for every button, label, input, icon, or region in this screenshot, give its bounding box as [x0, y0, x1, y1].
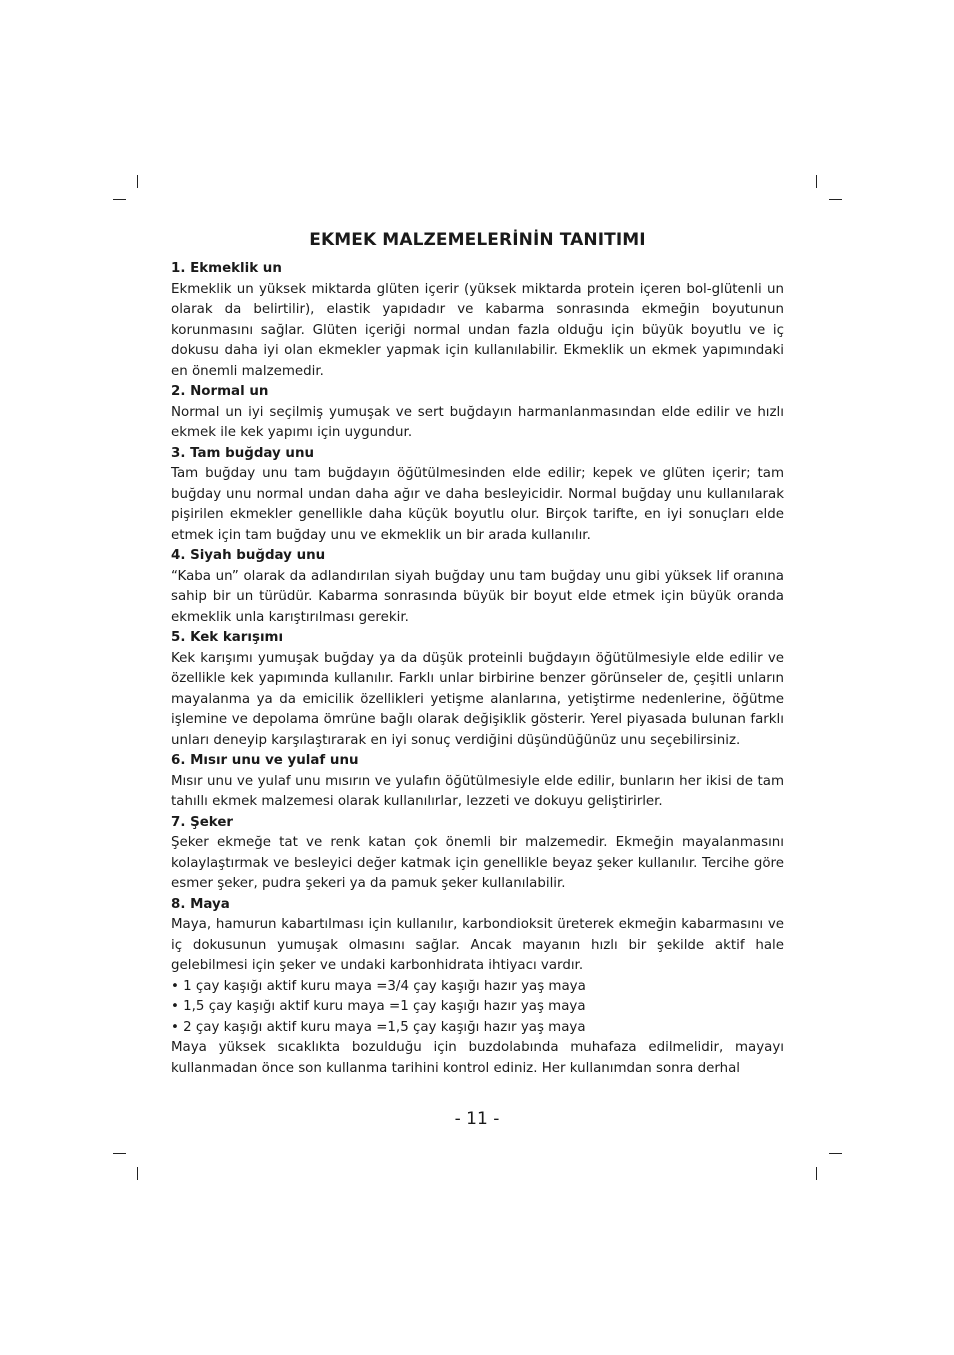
section-body: Maya, hamurun kabartılması için kullanılır, karbondioksit üreterek ekmeğin kabarmasını ve iç dokusunun yumuşak olmasını sağlar. Ancak mayanın hızlı bir şekilde aktif hale gelebilmesi için şeker ve undaki karbonhidrata ihtiyacı vardır. [171, 917, 784, 973]
section-heading: 5. Kek karışımı [171, 630, 284, 645]
page-title: EKMEK MALZEMELERİNİN TANITIMI [309, 230, 646, 250]
section-bread-flour [171, 259, 784, 382]
section-normal-flour [171, 382, 784, 444]
section-whole-wheat-flour [171, 444, 784, 547]
section-yeast [171, 895, 784, 1080]
section-heading: 7. Şeker [171, 814, 234, 830]
section-body: Mısır unu ve yulaf unu mısırın ve yulafın öğütülmesiyle elde edilir, bunların her ikisi de tam tahıllı ekmek malzemesi olarak kullanılırlar, lezzeti ve dokuyu geliştirirler. [171, 773, 784, 809]
section-heading: 1. Ekmeklik un [171, 261, 282, 276]
crop-mark-bottom-right-horizontal [829, 1153, 842, 1154]
list-item: • 1 çay kaşığı aktif kuru maya =3/4 çay kaşığı hazır yaş maya [171, 978, 586, 994]
section-black-wheat-flour [171, 546, 784, 628]
crop-mark-bottom-right-vertical [816, 1167, 817, 1180]
crop-mark-top-left-horizontal [113, 199, 126, 200]
crop-mark-top-right-vertical [816, 175, 817, 188]
section-cake-mix [171, 628, 784, 751]
section-body: Kek karışımı yumuşak buğday ya da düşük proteinli buğdayın öğütülmesiyle elde edilir ve özellikle kek yapımında kullanılır. Farklı unlar birbirine benzer görünseler de, çeşitli unların mayalanma ya da emicilik özellikleri yetişme alanlarına, yetiştirme nedenlerine, öğütme işlemine ve depolama ömrüne bağlı olarak değişiklik gösterir. Yerel piyasada bulunan farklı unları deneyip karşılaştırarak en iyi sonuç verdiğini düşündüğünüz unu seçebilirsiniz. [171, 650, 784, 748]
section-heading: 2. Normal un [171, 384, 269, 399]
crop-mark-top-left-vertical [137, 175, 138, 188]
page-number: - 11 - [454, 1109, 500, 1129]
crop-mark-bottom-left-horizontal [113, 1153, 126, 1154]
section-body: Normal un iyi seçilmiş yumuşak ve sert buğdayın harmanlanmasından elde edilir ve hızlı ekmek ile kek yapımı için uygundur. [171, 404, 784, 440]
crop-mark-top-right-horizontal [829, 199, 842, 200]
list-item: • 1,5 çay kaşığı aktif kuru maya =1 çay kaşığı hazır yaş maya [171, 999, 586, 1014]
page-content [171, 230, 784, 1079]
section-body: “Kaba un” olarak da adlandırılan siyah buğday unu tam buğday unu gibi yüksek lif oranına sahip bir un türüdür. Kabarma sonrasında büyük bir boyut elde etmek için büyük oranda ekmeklik unla karıştırılması gerekir. [171, 568, 784, 625]
section-body-continued: Maya yüksek sıcaklıkta bozulduğu için buzdolabında muhafaza edilmelidir, mayayı kullanmadan önce son kullanma tarihini kontrol ediniz. Her kullanımdan sonra derhal [171, 1040, 784, 1076]
section-body: Ekmeklik un yüksek miktarda glüten içerir (yüksek miktarda protein içeren bol-glütenli un olarak da belirtilir), elastik yapıdadır ve kabarma sonrasında ekmeğin boyutunun korunmasını sağlar. Glüten içeriği normal undan fazla olduğu için büyük boyutlu ve iç dokusu daha iyi olan ekmekler yapmak için kullanılabilir. Ekmeklik un ekmek yapımındaki en önemli malzemedir. [171, 281, 784, 379]
section-sugar [171, 813, 784, 895]
section-heading: 4. Siyah buğday unu [171, 548, 326, 563]
section-body: Şeker ekmeğe tat ve renk katan çok önemli bir malzemedir. Ekmeğin mayalanmasını kolaylaştırmak ve besleyici değer katmak için genellikle beyaz şeker kullanılır. Tercihe göre esmer şeker, pudra şekeri ya da pamuk şeker kullanılabilir. [171, 835, 784, 891]
section-corn-oat-flour [171, 751, 784, 813]
crop-mark-bottom-left-vertical [137, 1167, 138, 1180]
list-item: • 2 çay kaşığı aktif kuru maya =1,5 çay kaşığı hazır yaş maya [171, 1019, 586, 1035]
section-heading: 3. Tam buğday unu [171, 445, 315, 461]
section-heading: 6. Mısır unu ve yulaf unu [171, 753, 359, 768]
section-heading: 8. Maya [171, 896, 230, 912]
section-body: Tam buğday unu tam buğdayın öğütülmesinden elde edilir; kepek ve glüten içerir; tam buğday unu normal undan daha ağır ve daha besleyicidir. Normal buğday unu kullanılarak pişirilen ekmekler genellikle daha küçük boyutlu olur. Birçok tarifte, en iyi sonuçları elde etmek için tam buğday unu ve ekmeklik un bir arada kullanılır. [171, 466, 784, 543]
